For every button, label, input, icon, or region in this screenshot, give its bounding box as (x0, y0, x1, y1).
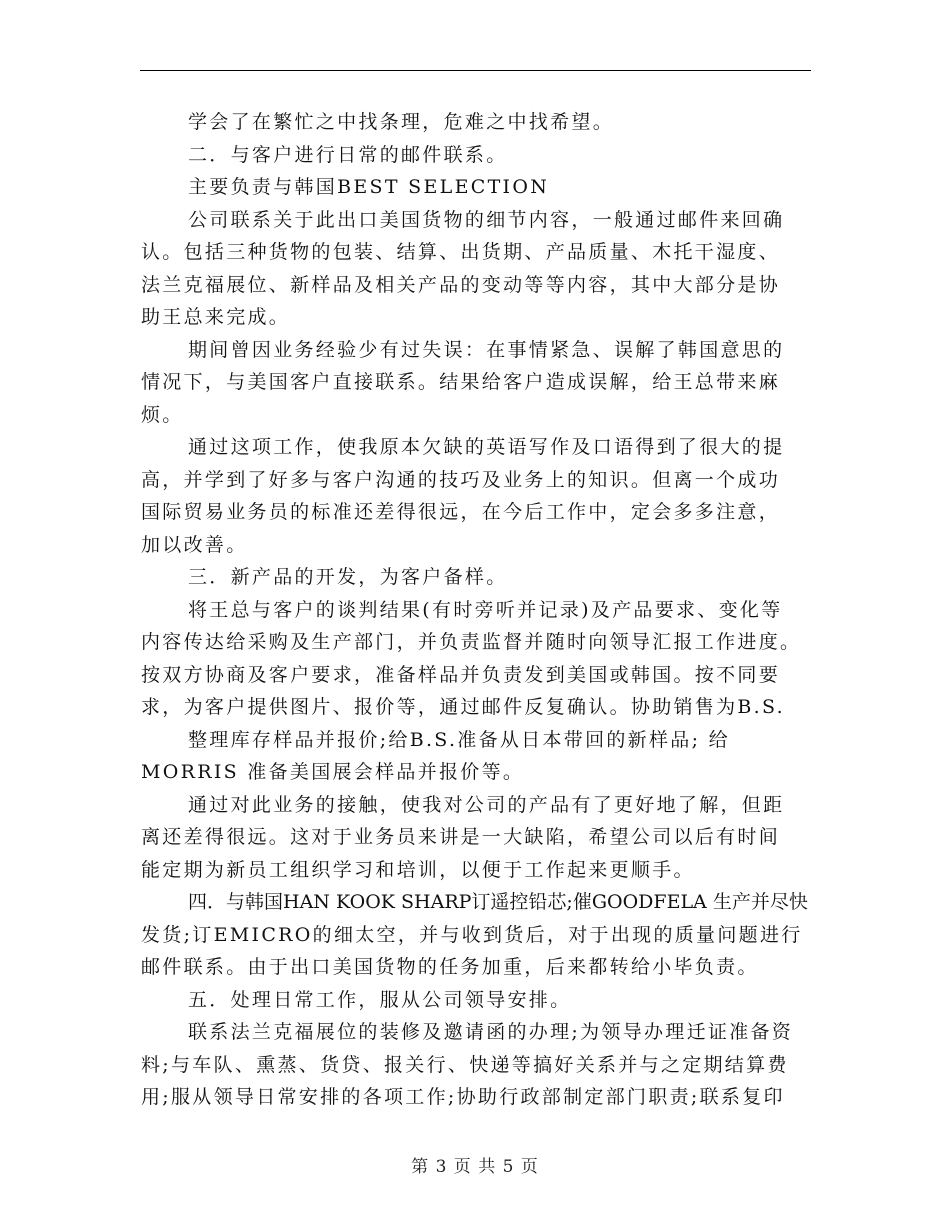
text-line: 认。包括三种货物的包装、结算、出货期、产品质量、木托干湿度、 (141, 241, 781, 263)
text-line: 将王总与客户的谈判结果(有时旁听并记录)及产品要求、变化等 (188, 598, 783, 621)
text-line: 高，并学到了好多与客户沟通的技巧及业务上的知识。但离一个成功 (141, 468, 781, 491)
header-rule (140, 70, 811, 71)
text-line: 发货;订EMICRO的细太空，并与收到货后，对于出现的质量问题进行 (141, 923, 803, 946)
page-number-footer: 第 3 页 共 5 页 (411, 1157, 539, 1177)
text-line: MORRIS 准备美国展会样品并报价等。 (141, 761, 525, 783)
text-line: 料;与车队、熏蒸、货贷、报关行、快递等搞好关系并与之定期结算费 (141, 1053, 789, 1076)
text-line: 学会了在繁忙之中找条理，危难之中找希望。 (188, 111, 615, 133)
text-line: 三．新产品的开发，为客户备样。 (188, 566, 508, 588)
text-line: 求，为客户提供图片、报价等，通过邮件反复确认。协助销售为B.S. (141, 696, 785, 718)
text-line: 离还差得很远。这对于业务员来讲是一大缺陷，希望公司以后有时间 (141, 826, 781, 848)
text-line: 公司联系关于此出口美国货物的细节内容，一般通过邮件来回确 (188, 208, 785, 231)
text-line: 整理库存样品并报价;给B.S.准备从日本带回的新样品; 给 (188, 728, 730, 751)
text-line: 加以改善。 (141, 533, 248, 556)
text-line: 通过对此业务的接触，使我对公司的产品有了更好地了解，但距 (188, 793, 785, 816)
text-line: 烦。 (141, 403, 184, 426)
text-line: 情况下，与美国客户直接联系。结果给客户造成误解，给王总带来麻 (141, 371, 781, 393)
text-line: 四．与韩国HAN KOOK SHARP订遥控铅芯;催GOODFELA 生产并尽快 (188, 891, 808, 913)
text-line: 通过这项工作，使我原本欠缺的英语写作及口语得到了很大的提 (188, 436, 785, 458)
text-line: 按双方协商及客户要求，准备样品并负责发到美国或韩国。按不同要 (141, 663, 781, 686)
text-line: 邮件联系。由于出口美国货物的任务加重，后来都转给小毕负责。 (141, 956, 759, 978)
document-body (141, 106, 811, 1114)
text-line: 法兰克福展位、新样品及相关产品的变动等等内容，其中大部分是协 (141, 273, 781, 296)
text-line: 内容传达给采购及生产部门，并负责监督并随时向领导汇报工作进度。 (141, 631, 802, 653)
text-line: 主要负责与韩国BEST SELECTION (188, 176, 550, 198)
text-line: 期间曾因业务经验少有过失误：在事情紧急、误解了韩国意思的 (188, 338, 785, 361)
text-line: 二．与客户进行日常的邮件联系。 (188, 143, 508, 166)
text-line: 国际贸易业务员的标准还差得很远，在今后工作中，定会多多注意， (141, 501, 781, 523)
text-line: 用;服从领导日常安排的各项工作;协助行政部制定部门职责;联系复印 (141, 1086, 785, 1108)
text-line: 助王总来完成。 (141, 306, 291, 328)
text-line: 能定期为新员工组织学习和培训，以便于工作起来更顺手。 (141, 858, 695, 881)
text-line: 五．处理日常工作，服从公司领导安排。 (188, 988, 572, 1011)
text-line: 联系法兰克福展位的装修及邀请函的办理;为领导办理迁证准备资 (188, 1021, 794, 1043)
